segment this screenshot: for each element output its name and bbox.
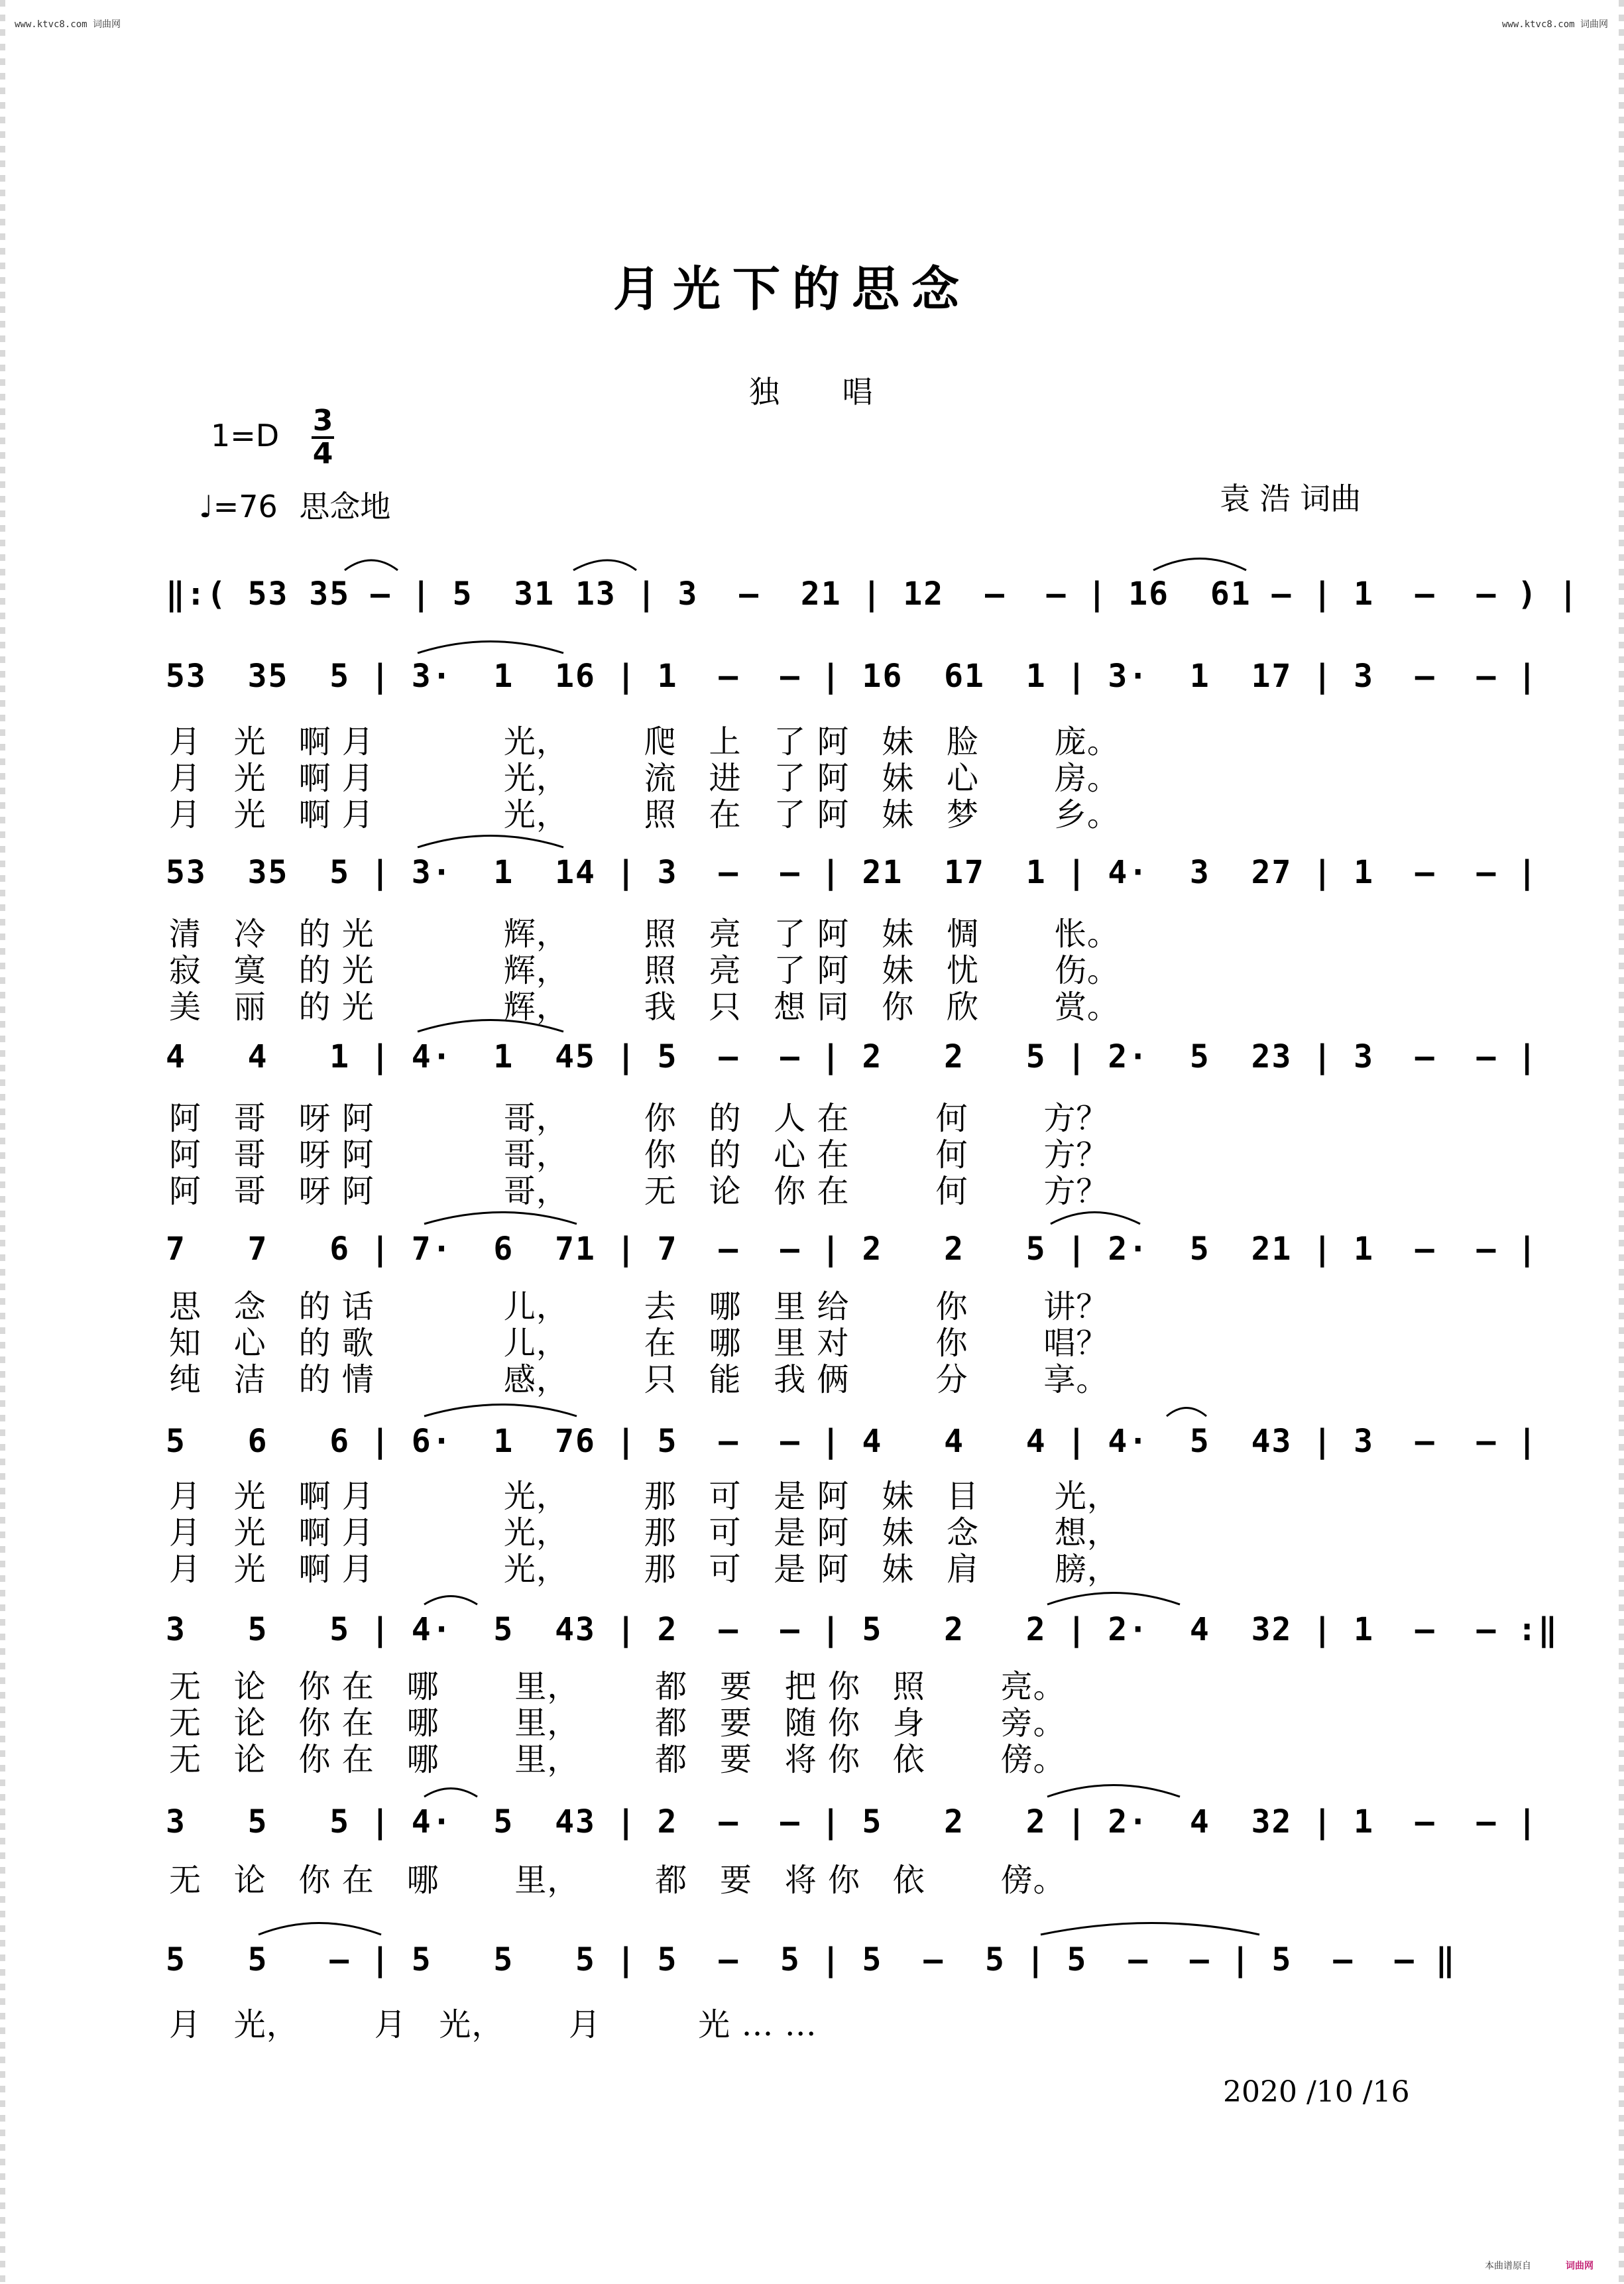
system-3-lyric-3: 美 丽 的 光 辉， 我 只 想 同 你 欣 赏。 <box>169 989 1120 1026</box>
system-5-notes: 7 7 6 | 7· 6 71 | 7 – – | 2 2 5 | 2· 5 21 | 1 – – | <box>166 1231 1538 1268</box>
quarter-note-icon: ♩ <box>199 489 213 524</box>
system-7-notes: 3 5 5 | 4· 5 43 | 2 – – | 5 2 2 | 2· 4 32 | 1 – – :‖ <box>166 1611 1559 1648</box>
slur <box>1167 1408 1206 1417</box>
slur <box>1051 1213 1140 1225</box>
system-3-notes: 53 35 5 | 3· 1 14 | 3 – – | 21 17 1 | 4· 3 27 | 1 – – | <box>166 854 1538 891</box>
slur <box>259 1923 381 1935</box>
slur <box>418 1020 563 1032</box>
system-2-lyric-3: 月 光 啊 月 光， 照 在 了 阿 妹 梦 乡。 <box>169 796 1120 833</box>
slur <box>418 642 563 654</box>
system-6-lyric-1: 月 光 啊 月 光， 那 可 是 阿 妹 目 光， <box>169 1478 1120 1515</box>
tempo-value: =76 <box>213 489 278 524</box>
slur <box>1047 1593 1180 1605</box>
system-8-lyric-1: 无 论 你 在 哪 里， 都 要 将 你 依 傍。 <box>169 1862 1066 1899</box>
slur <box>424 1789 477 1797</box>
footer-right: 词曲网 <box>1566 2261 1594 2271</box>
subtitle: 独 唱 <box>749 374 899 410</box>
slur <box>424 1213 577 1225</box>
page-title: 月光下的思念 <box>613 261 972 317</box>
system-1-notes: ‖:( 53 35 – | 5 31 13 | 3 – 21 | 12 – – | 16 61 – | 1 – – ) | <box>166 575 1579 613</box>
system-4-lyric-3: 阿 哥 呀 阿 哥， 无 论 你 在 何 方？ <box>169 1173 1109 1210</box>
slur <box>1153 559 1246 571</box>
system-7-lyric-1: 无 论 你 在 哪 里， 都 要 把 你 照 亮。 <box>169 1668 1066 1705</box>
system-8-notes: 3 5 5 | 4· 5 43 | 2 – – | 5 2 2 | 2· 4 32 | 1 – – | <box>166 1803 1538 1840</box>
slur <box>418 836 563 848</box>
time-signature-bottom: 4 <box>312 437 333 471</box>
slur <box>1047 1785 1180 1797</box>
slur <box>424 1596 477 1605</box>
system-5-lyric-1: 思 念 的 话 儿， 去 哪 里 给 你 讲？ <box>169 1288 1109 1325</box>
system-5-lyric-3: 纯 洁 的 情 感， 只 能 我 俩 分 享。 <box>169 1361 1109 1398</box>
date: 2020 /10 /16 <box>1223 2075 1410 2109</box>
time-signature-top: 3 <box>312 404 333 438</box>
system-2-lyric-2: 月 光 啊 月 光， 流 进 了 阿 妹 心 房。 <box>169 760 1120 797</box>
system-6-notes: 5 6 6 | 6· 1 76 | 5 – – | 4 4 4 | 4· 5 43 | 3 – – | <box>166 1423 1538 1460</box>
system-4-lyric-2: 阿 哥 呀 阿 哥， 你 的 心 在 何 方？ <box>169 1136 1109 1173</box>
slur <box>573 560 636 570</box>
system-7-lyric-2: 无 论 你 在 哪 里， 都 要 随 你 身 旁。 <box>169 1705 1066 1742</box>
footer-left: 本曲谱原自 <box>1485 2261 1531 2271</box>
header-right: www.ktvc8.com 词曲网 <box>1501 19 1608 30</box>
system-4-lyric-1: 阿 哥 呀 阿 哥， 你 的 人 在 何 方？ <box>169 1100 1109 1137</box>
credit: 袁 浩 词曲 <box>1220 481 1362 516</box>
system-3-lyric-2: 寂 寞 的 光 辉， 照 亮 了 阿 妹 忧 伤。 <box>169 952 1120 989</box>
key-signature: 1=D <box>211 418 280 453</box>
system-9-notes: 5 5 – | 5 5 5 | 5 – 5 | 5 – 5 | 5 – – | 5 – – ‖ <box>166 1941 1456 1978</box>
system-6-lyric-3: 月 光 啊 月 光， 那 可 是 阿 妹 肩 膀， <box>169 1551 1120 1588</box>
system-4-notes: 4 4 1 | 4· 1 45 | 5 – – | 2 2 5 | 2· 5 23 | 3 – – | <box>166 1038 1538 1075</box>
slur <box>424 1405 577 1417</box>
slur <box>345 560 398 570</box>
system-2-notes: 53 35 5 | 3· 1 16 | 1 – – | 16 61 1 | 3· 1 17 | 3 – – | <box>166 658 1538 695</box>
system-2-lyric-1: 月 光 啊 月 光， 爬 上 了 阿 妹 脸 庞。 <box>169 723 1120 760</box>
system-3-lyric-1: 清 冷 的 光 辉， 照 亮 了 阿 妹 惆 怅。 <box>169 916 1120 953</box>
system-6-lyric-2: 月 光 啊 月 光， 那 可 是 阿 妹 念 想， <box>169 1514 1120 1551</box>
slur <box>1041 1923 1259 1935</box>
system-9-lyric-1: 月 光， 月 光， 月 光 … … <box>169 2006 817 2043</box>
expression-text: 思念地 <box>299 489 391 524</box>
header-left: www.ktvc8.com 词曲网 <box>15 19 121 30</box>
system-5-lyric-2: 知 心 的 歌 儿， 在 哪 里 对 你 唱？ <box>169 1325 1109 1362</box>
system-7-lyric-3: 无 论 你 在 哪 里， 都 要 将 你 依 傍。 <box>169 1741 1066 1778</box>
